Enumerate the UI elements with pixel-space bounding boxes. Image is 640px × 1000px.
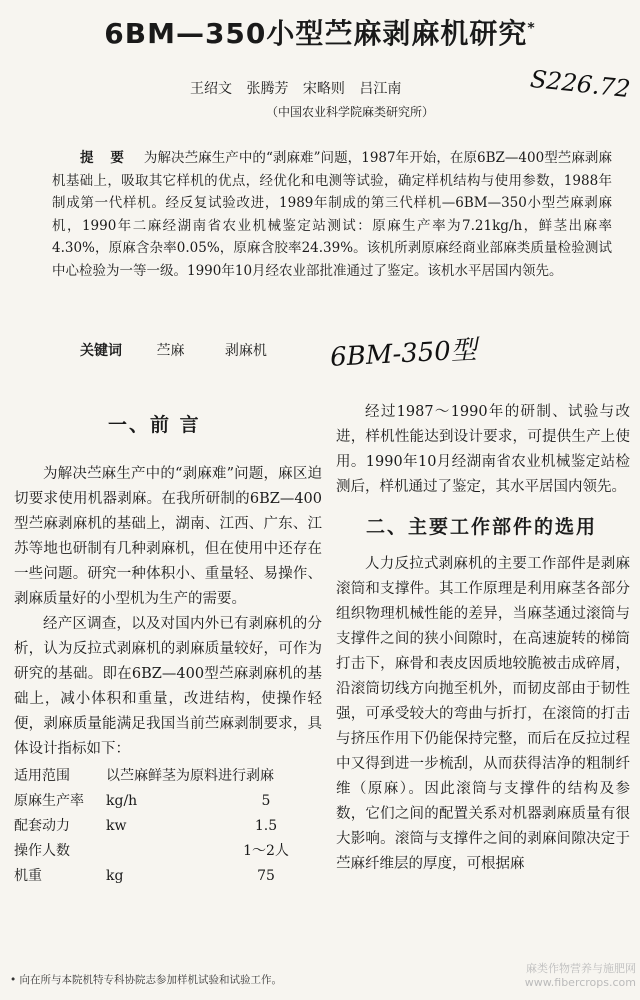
affiliation: （中国农业科学院麻类研究所） (265, 105, 434, 119)
handwritten-classification-code: S226.72 (528, 64, 632, 104)
table-row (14, 789, 316, 814)
watermark-line: 麻类作物营养与施肥网 (526, 962, 636, 975)
right-column (336, 400, 630, 877)
title-text: 6BM—350小型苎麻剥麻机研究 (104, 17, 528, 50)
section-heading-components: 二、主要工作部件的选用 (366, 516, 598, 538)
keyword-item: 苎麻 (156, 343, 185, 359)
author-list: 王绍文 张腾芳 宋略则 吕江南 (190, 81, 402, 97)
table-row (14, 764, 316, 789)
table-row (14, 864, 316, 889)
handwritten-model-note: 6BM-350型 (329, 335, 478, 373)
spec-unit: 以苎麻鲜茎为原料进行剥麻 (106, 768, 274, 784)
spec-unit (106, 839, 216, 864)
title-footnote-mark: * (527, 20, 536, 37)
spec-value: 75 (257, 868, 275, 884)
spec-name: 机重 (14, 868, 42, 884)
keyword-item: 剥麻机 (224, 343, 267, 359)
spec-name: 原麻生产率 (14, 793, 84, 809)
abstract (52, 147, 612, 282)
table-row (14, 814, 316, 839)
spec-value: 1～2人 (243, 843, 289, 859)
body-paragraph: 为解决苎麻生产中的“剥麻难”问题，麻区迫切要求使用机器剥麻。在我所研制的6BZ—400型苎麻剥麻机的基础上，湖南、江西、广东、江苏等地也研制有几种剥麻机，但在使用中还存在一些问题。研究一种体积小、重量轻、易操作、剥麻质量好的小型机为生产的需要。 (14, 466, 322, 607)
footnote: • 向在所与本院机特专科协院志参加样机试验和试验工作。 (10, 974, 283, 986)
paper-title (0, 12, 640, 52)
body-paragraph: 经过1987～1990年的研制、试验与改进，样机性能达到设计要求，可提供生产上使用。1990年10月经湖南省农业机械鉴定站检测后，样机通过了鉴定，其水平居国内领先。 (336, 404, 630, 495)
left-column (14, 400, 322, 889)
section-heading-introduction: 一、前 言 (108, 414, 201, 436)
design-spec-table (14, 764, 316, 889)
body-paragraph: 人力反拉式剥麻机的主要工作部件是剥麻滚筒和支撑件。其工作原理是利用麻茎各部分组织物理机械性能的差异，当麻茎通过滚筒与支撑件之间的狭小间隙时，在高速旋转的梯筒打击下，麻骨和表皮因质地较脆被击成碎屑，沿滚筒切线方向抛至机外，而韧皮部由于韧性强，可承受较大的弯曲与折打，在滚筒的打击与挤压作用下仍能保持完整，而后在反拉过程中又得到进一步梳刮，从而获得洁净的粗制纤维（原麻）。因此滚筒与支撑件的结构及参数，它们之间的配置关系对机器剥麻质量有很大影响。滚筒与支撑件之间的剥麻间隙决定于苎麻纤维层的厚度，可根据麻 (336, 556, 630, 872)
abstract-text: 为解决苎麻生产中的“剥麻难”问题，1987年开始，在原6BZ—400型苎麻剥麻机基础上，吸取其它样机的优点，经优化和电测等试验，确定样机结构与使用参数，1988年制成第一代样机。经反复试验改进，1989年制成的第三代样机—6BM—350小型苎麻剥麻机，1990年二麻经湖南省农业机械鉴定站测试：原麻生产率为7.21kg/h，鲜茎出麻率4.30%，原麻含杂率0.05%，原麻含胶率24.39%。该机所剥原麻经商业部麻类质量检验测试中心检验为一等一级。1990年10月经农业部批准通过了鉴定。该机水平居国内领先。 (52, 150, 612, 279)
watermark-line: www.fibercrops.com (524, 976, 636, 989)
spec-unit: kg/h (106, 793, 138, 809)
spec-name: 配套动力 (14, 818, 70, 834)
spec-unit: kg (106, 868, 124, 884)
spec-unit: kw (106, 818, 127, 834)
spec-value: 5 (261, 793, 271, 809)
abstract-label: 提 要 (80, 150, 130, 166)
body-paragraph: 经产区调查，以及对国内外已有剥麻机的分析，认为反拉式剥麻机的剥麻质量较好，可作为研究的基础。即在6BZ—400型苎麻剥麻机的基础上，减小体积和重量，改进结构，使操作轻便，剥麻质量能满足我国当前苎麻剥制要求，具体设计指标如下： (14, 616, 322, 757)
watermark (506, 962, 636, 990)
spec-value: 1.5 (254, 818, 278, 834)
spec-name: 操作人数 (14, 843, 70, 859)
keywords-label: 关键词 (80, 343, 122, 359)
table-row (14, 839, 316, 864)
spec-name: 适用范围 (14, 768, 70, 784)
